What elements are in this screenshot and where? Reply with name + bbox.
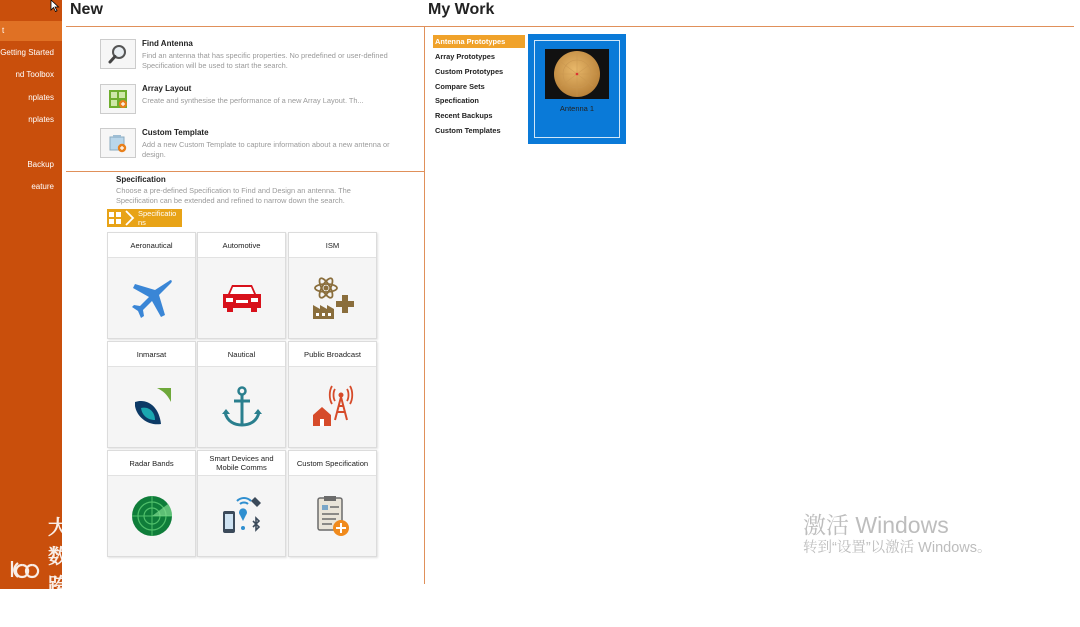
prototype-card-antenna-1[interactable] xyxy=(528,34,626,144)
tile-label: Automotive xyxy=(198,233,285,258)
category-recent-backups[interactable]: Recent Backups xyxy=(435,111,493,120)
tile-icon-wrap xyxy=(289,258,376,338)
find-antenna-desc: Find an antenna that has specific properties. No predefined or user-defined Specification will be used to start the search. xyxy=(142,51,388,70)
anchor-icon xyxy=(219,384,265,430)
find-antenna-item[interactable] xyxy=(100,39,400,73)
header-divider xyxy=(66,26,1074,27)
specifications-breadcrumb-label: Specificatio ns xyxy=(138,209,177,227)
tile-custom-specification[interactable] xyxy=(288,450,377,557)
specifications-breadcrumb[interactable] xyxy=(107,209,182,227)
car-icon xyxy=(219,278,265,318)
tile-label: Aeronautical xyxy=(108,233,195,258)
tile-ism[interactable] xyxy=(288,232,377,339)
sidebar-item-feature[interactable] xyxy=(0,177,62,197)
tile-label: Nautical xyxy=(198,342,285,367)
prototype-label: Antenna 1 xyxy=(559,104,595,113)
tile-radar-bands[interactable] xyxy=(107,450,196,557)
grid-chevron-icon xyxy=(107,209,137,227)
custom-spec-icon xyxy=(310,493,356,539)
array-layout-title: Array Layout xyxy=(142,84,192,93)
broadcast-icon xyxy=(310,384,356,430)
tile-automotive[interactable] xyxy=(197,232,286,339)
tile-icon-wrap xyxy=(289,476,376,556)
tile-label: Smart Devices and Mobile Comms xyxy=(198,451,285,476)
tile-label: Radar Bands xyxy=(108,451,195,476)
category-specfication[interactable]: Specfication xyxy=(435,96,479,105)
array-layout-item[interactable] xyxy=(100,84,400,118)
prototype-card-frame xyxy=(534,40,620,138)
tile-smart-devices[interactable] xyxy=(197,450,286,557)
windows-activation-watermark xyxy=(803,512,992,558)
sidebar-item-label: nplates xyxy=(28,115,54,124)
tile-icon-wrap xyxy=(198,258,285,338)
specification-desc: Choose a pre-defined Specification to Find and Design an antenna. The Specification can be extended and refined to narrow down the search. xyxy=(116,186,351,205)
tile-icon-wrap xyxy=(198,476,285,556)
tile-public-broadcast[interactable] xyxy=(288,341,377,448)
category-custom-templates[interactable]: Custom Templates xyxy=(435,126,501,135)
tile-icon-wrap xyxy=(198,367,285,447)
tile-label: Inmarsat xyxy=(108,342,195,367)
category-antenna-prototypes[interactable]: Antenna Prototypes xyxy=(433,35,525,48)
radar-icon xyxy=(129,493,175,539)
sidebar-item-label: eature xyxy=(31,182,54,191)
prototype-thumbnail xyxy=(545,49,609,99)
sidebar-item-label: Getting Started xyxy=(0,48,54,57)
watermark-text: 大数跨境 xyxy=(48,517,68,626)
tile-icon-wrap xyxy=(108,258,195,338)
activation-line-2: 转到“设置”以激活 Windows。 xyxy=(803,540,992,556)
tile-icon-wrap xyxy=(289,367,376,447)
sidebar-item-label: nplates xyxy=(28,93,54,102)
sidebar-item-toolbox[interactable] xyxy=(0,65,62,85)
airplane-icon xyxy=(129,275,175,321)
specification-title: Specification xyxy=(116,175,166,184)
array-grid-icon xyxy=(107,88,129,110)
sidebar-item-getting-started[interactable] xyxy=(0,43,62,63)
tile-inmarsat[interactable] xyxy=(107,341,196,448)
tile-label: ISM xyxy=(289,233,376,258)
find-antenna-title: Find Antenna xyxy=(142,39,193,48)
tile-label: Custom Specification xyxy=(289,451,376,476)
sidebar-item-templates[interactable] xyxy=(0,88,62,108)
category-custom-prototypes[interactable]: Custom Prototypes xyxy=(435,67,504,76)
my-work-title: My Work xyxy=(428,1,495,18)
watermark-logo xyxy=(8,517,68,626)
sidebar-item-backup[interactable] xyxy=(0,155,62,175)
category-array-prototypes[interactable]: Array Prototypes xyxy=(435,52,495,61)
array-layout-desc: Create and synthesise the performance of a new Array Layout. Th... xyxy=(142,96,364,105)
tile-icon-wrap xyxy=(108,367,195,447)
column-divider xyxy=(424,26,425,584)
brand-logo-icon xyxy=(8,557,48,581)
custom-template-title: Custom Template xyxy=(142,128,209,137)
specification-divider xyxy=(66,171,424,172)
template-icon xyxy=(107,132,129,154)
inmarsat-icon xyxy=(129,384,175,430)
magnifier-icon xyxy=(107,43,129,65)
tile-aeronautical[interactable] xyxy=(107,232,196,339)
category-compare-sets[interactable]: Compare Sets xyxy=(435,82,485,91)
custom-template-desc: Add a new Custom Template to capture information about a new antenna or design. xyxy=(142,140,390,159)
sidebar-item-label: t xyxy=(2,26,5,35)
sidebar xyxy=(0,0,68,626)
smart-devices-icon xyxy=(219,493,265,539)
array-layout-icon-box xyxy=(100,84,136,114)
activation-line-1: 激活 Windows xyxy=(803,512,949,538)
sidebar-item-templates-2[interactable] xyxy=(0,110,62,130)
tile-nautical[interactable] xyxy=(197,341,286,448)
sidebar-item-label: Backup xyxy=(27,160,54,169)
custom-template-item[interactable] xyxy=(100,128,400,162)
custom-template-icon-box xyxy=(100,128,136,158)
tile-label: Public Broadcast xyxy=(289,342,376,367)
ism-icon xyxy=(310,275,356,321)
new-section-title: New xyxy=(70,1,103,18)
mouse-cursor-icon xyxy=(50,0,60,12)
dish-antenna-icon xyxy=(553,50,601,98)
sidebar-item-start[interactable] xyxy=(0,21,62,41)
sidebar-item-label: nd Toolbox xyxy=(15,70,54,79)
find-antenna-icon-box xyxy=(100,39,136,69)
tile-icon-wrap xyxy=(108,476,195,556)
